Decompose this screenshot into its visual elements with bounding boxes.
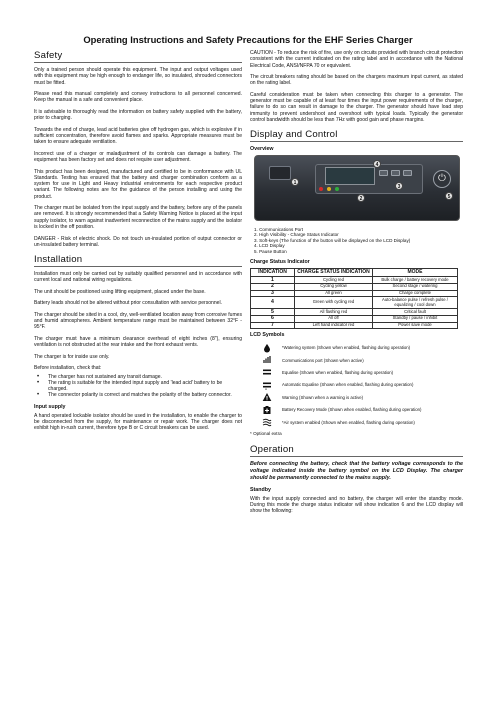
safety-paragraph: Please read this manual completely and convey instructions to all personnel concerned. Keep the manual in a safe and convenient place.: [34, 91, 242, 104]
table-cell: 3: [251, 290, 295, 297]
installation-paragraph: Installation must only be carried out by suitably qualified personnel and in accordance with current local and national wiring regulations.: [34, 271, 242, 284]
lcd-symbol-text: Battery Recovery Mode (Shown when enabled, flashing during operation): [282, 407, 422, 413]
table-row: [251, 322, 458, 329]
list-item: 3. Soft-keys (The function of the button will be displayed on the LCD Display): [254, 237, 411, 243]
optional-extra-footnote: * Optional extra: [250, 431, 282, 437]
installation-paragraph: Battery leads should not be altered without prior consultation with service personnel.: [34, 300, 222, 307]
display-control-heading: Display and Control: [250, 128, 338, 140]
status-led: [319, 187, 323, 191]
table-row: [251, 283, 458, 290]
callout-2: 2: [357, 194, 365, 202]
charge-status-table: [250, 268, 458, 330]
lcd-symbol-text: *Air system enabled (Shown when enabled, flashing during operation): [282, 419, 415, 425]
installation-paragraph: The charger should be sited in a cool, dry, well-ventilated location away from corrosive fumes and humid atmospheres. Ambient temperature range must be maintained between 32°F - 95°F.: [34, 311, 242, 331]
list-item: [250, 416, 463, 428]
table-header-row: [251, 268, 458, 277]
column-header: INDICATION: [251, 268, 295, 277]
operation-intro: Before connecting the battery, check that the battery voltage corresponds to the voltage indicated inside the battery symbol on the LCD Display. The charger should be permanently connected to the mains supply.: [250, 461, 463, 481]
communications-port: [269, 166, 291, 180]
list-item: [250, 366, 463, 378]
callout-1: 1: [291, 178, 299, 186]
safety-paragraph: This product has been designed, manufactured and certified to be in conformance with UL Standards. Testing has ensured that the battery and charger combination conform as a system for use in Light and Heavy industrial environments for each respective product variant. The following notes are for the guidance of the person installing and using the product.: [34, 168, 242, 200]
list-item: 4. LCD Display: [254, 243, 285, 249]
table-cell: All flashing red: [295, 309, 373, 316]
table-cell: Cycling yellow: [295, 283, 373, 290]
installation-paragraph: The charger is for inside use only.: [34, 353, 110, 360]
watering-icon: [260, 343, 274, 353]
list-item: [250, 391, 463, 403]
soft-key: [379, 170, 388, 176]
display-control-section: [250, 129, 463, 437]
list-item: • The rating is suitable for the intended input supply and 'lead acid' battery to be charged.: [34, 380, 242, 393]
safety-paragraph: The charger must be isolated from the input supply and the battery, before any of the panels are removed. It is strongly recommended that a Safety Warning Notice is placed at the input supply isolator, to warn against inadvertent reconnection of the mains supply and the isolator is locked in the off position.: [34, 205, 242, 231]
input-supply-paragraph: A hand operated lockable isolator should be used in the installation, to enable the charger to be disconnected from the supply, for maintenance or repair work. The charger does not exhibit high in-rush current, therefore type B or C circuit breakers can be used.: [34, 412, 242, 432]
operation-section: [250, 444, 463, 514]
table-cell: All off: [295, 315, 373, 322]
list-item: • The charger has not sustained any transit damage.: [34, 374, 242, 380]
table-cell: Cycling red: [295, 277, 373, 284]
table-row: [251, 290, 458, 297]
generator-paragraph: Careful consideration must be taken when connecting this charger to a generator. The generator must be capable of at least four times the input power requirements of the charger, failure to do so can result in damage to the charger. The generator should have load step immunity to prevent undershoot and overshoot with typical loads. Typically the generator control bandwidth should be less than 7Hz with good gain and phase margins.: [250, 91, 463, 124]
overview-legend: [254, 227, 463, 255]
installation-paragraph: The charger must have a minimum clearance overhead of eight inches (8"), ensuring ventilation is not obstructed at the rear intake and the front exhaust vents.: [34, 335, 242, 349]
list-item: [250, 379, 463, 391]
table-cell: 4: [251, 297, 295, 309]
column-header: CHARGE STATUS INDICATION: [295, 268, 373, 277]
callout-5: 5: [445, 192, 453, 200]
table-cell: Critical fault: [373, 309, 458, 316]
soft-key: [391, 170, 400, 176]
list-item: 1. Communications Port: [254, 226, 304, 232]
list-item: 2. High Visibility - Charge Status Indicator: [254, 232, 339, 238]
table-row: [251, 309, 458, 316]
table-cell: 1: [251, 277, 295, 284]
left-column: [34, 50, 242, 438]
installation-paragraph: The unit should be positioned using lifting equipment, placed under the base.: [34, 288, 206, 295]
safety-section: [34, 50, 242, 248]
table-cell: Charge complete: [373, 290, 458, 297]
lcd-symbol-text: Automatic Equalise (Shown when enabled, flashing during operation): [282, 382, 414, 388]
table-row: [251, 277, 458, 284]
status-led: [327, 187, 331, 191]
callout-4: 4: [373, 160, 381, 168]
warning-icon: [260, 392, 274, 402]
input-supply-heading: Input supply: [34, 403, 66, 410]
table-cell: 5: [251, 309, 295, 316]
caution-notice: CAUTION - To reduce the risk of fire, use only on circuits provided with branch circuit protection consistent with the current indicated on the rating label and in accordance with the National Electrical Code, ANSI/NFPA 70 or equivalent.: [250, 50, 463, 69]
safety-paragraph: Incorrect use of a charger or maladjustment of its controls can damage a battery. The equipment has been factory set and does not require user adjustment.: [34, 150, 242, 164]
svg-text:A: A: [265, 386, 268, 390]
installation-checklist: [34, 374, 242, 399]
list-item: [250, 341, 463, 353]
status-led: [335, 187, 339, 191]
lcd-symbol-text: Equalise (Shown when enabled, flashing during operation): [282, 369, 394, 375]
list-item: [250, 354, 463, 366]
safety-paragraph: Only a trained person should operate this equipment. The input and output voltages used with this equipment may be high enough to endanger life, so insulated, shrouded connectors must be fitted.: [34, 67, 242, 86]
table-cell: Standby / pause / inhibit: [373, 315, 458, 322]
safety-heading: Safety: [34, 50, 63, 61]
circuit-breaker-paragraph: The circuit breakers rating should be based on the chargers maximum input current, as stated on the rating label.: [250, 74, 463, 87]
list-item: [250, 403, 463, 415]
air-system-icon: [260, 417, 274, 427]
table-cell: Power save mode: [373, 322, 458, 329]
charger-front-panel-image: [254, 155, 460, 221]
lcd-symbol-list: [250, 341, 463, 428]
safety-paragraph: Towards the end of charge, lead acid batteries give off hydrogen gas, which is explosive if in sufficient concentration, therefore avoid flames and sparks. Appropriate measures must be taken to ensure adequate ventilation.: [34, 126, 242, 146]
pause-button-icon: ⏻: [433, 170, 451, 188]
document-title: Operating Instructions and Safety Precautions for the EHF Series Charger: [83, 34, 413, 45]
charge-status-label: Charge Status Indicator: [250, 258, 310, 265]
list-item: 5. Pause Button: [254, 248, 287, 254]
list-item: • The connector polarity is correct and matches the polarity of the battery connector.: [34, 392, 242, 398]
table-cell: Left hand indicator red: [295, 322, 373, 329]
right-column: [250, 50, 463, 521]
table-cell: 6: [251, 315, 295, 322]
installation-section: [34, 254, 242, 431]
table-cell: 2: [251, 283, 295, 290]
lcd-display: [325, 167, 375, 185]
installation-paragraph: Before installation, check that:: [34, 365, 102, 372]
operation-heading: Operation: [250, 444, 294, 456]
table-cell: 7: [251, 322, 295, 329]
communications-icon: [260, 355, 274, 365]
table-row: [251, 297, 458, 309]
lcd-symbol-text: Warning (Shown when a warning is active): [282, 394, 364, 400]
equalise-icon: [260, 367, 274, 377]
callout-3: 3: [395, 182, 403, 190]
safety-paragraph: It is advisable to thoroughly read the information on battery safety supplied with the battery, prior to charging.: [34, 108, 242, 122]
table-cell: Bulk charge / battery recovery mode: [373, 277, 458, 284]
battery-recovery-icon: [260, 405, 274, 415]
standby-heading: Standby: [250, 486, 271, 493]
standby-paragraph: With the input supply connected and no battery, the charger will enter the standby mode. During this mode the charge status indicator will show indication 6 and the LCD display will show the following:: [250, 495, 463, 515]
table-cell: Auto-balance pulse / refresh pulse / equalizing / cool down: [373, 297, 458, 309]
soft-key: [403, 170, 412, 176]
lcd-symbols-label: LCD Symbols: [250, 332, 285, 339]
danger-notice: DANGER - Risk of electric shock. Do not touch un-insulated portion of output connector or un-insulated battery terminal.: [34, 235, 242, 248]
auto-equalise-icon: [260, 380, 274, 390]
table-cell: All green: [295, 290, 373, 297]
overview-label: Overview: [250, 145, 274, 152]
lcd-symbol-text: Communications port (Shown when active): [282, 357, 364, 363]
installation-heading: Installation: [34, 254, 83, 266]
lcd-symbol-text: *Watering system (Shown when enabled, flashing during operation): [282, 345, 411, 351]
column-header: MODE: [373, 268, 458, 277]
table-cell: Green with cycling red: [295, 297, 373, 309]
table-row: [251, 315, 458, 322]
table-cell: Second stage / watering: [373, 283, 458, 290]
